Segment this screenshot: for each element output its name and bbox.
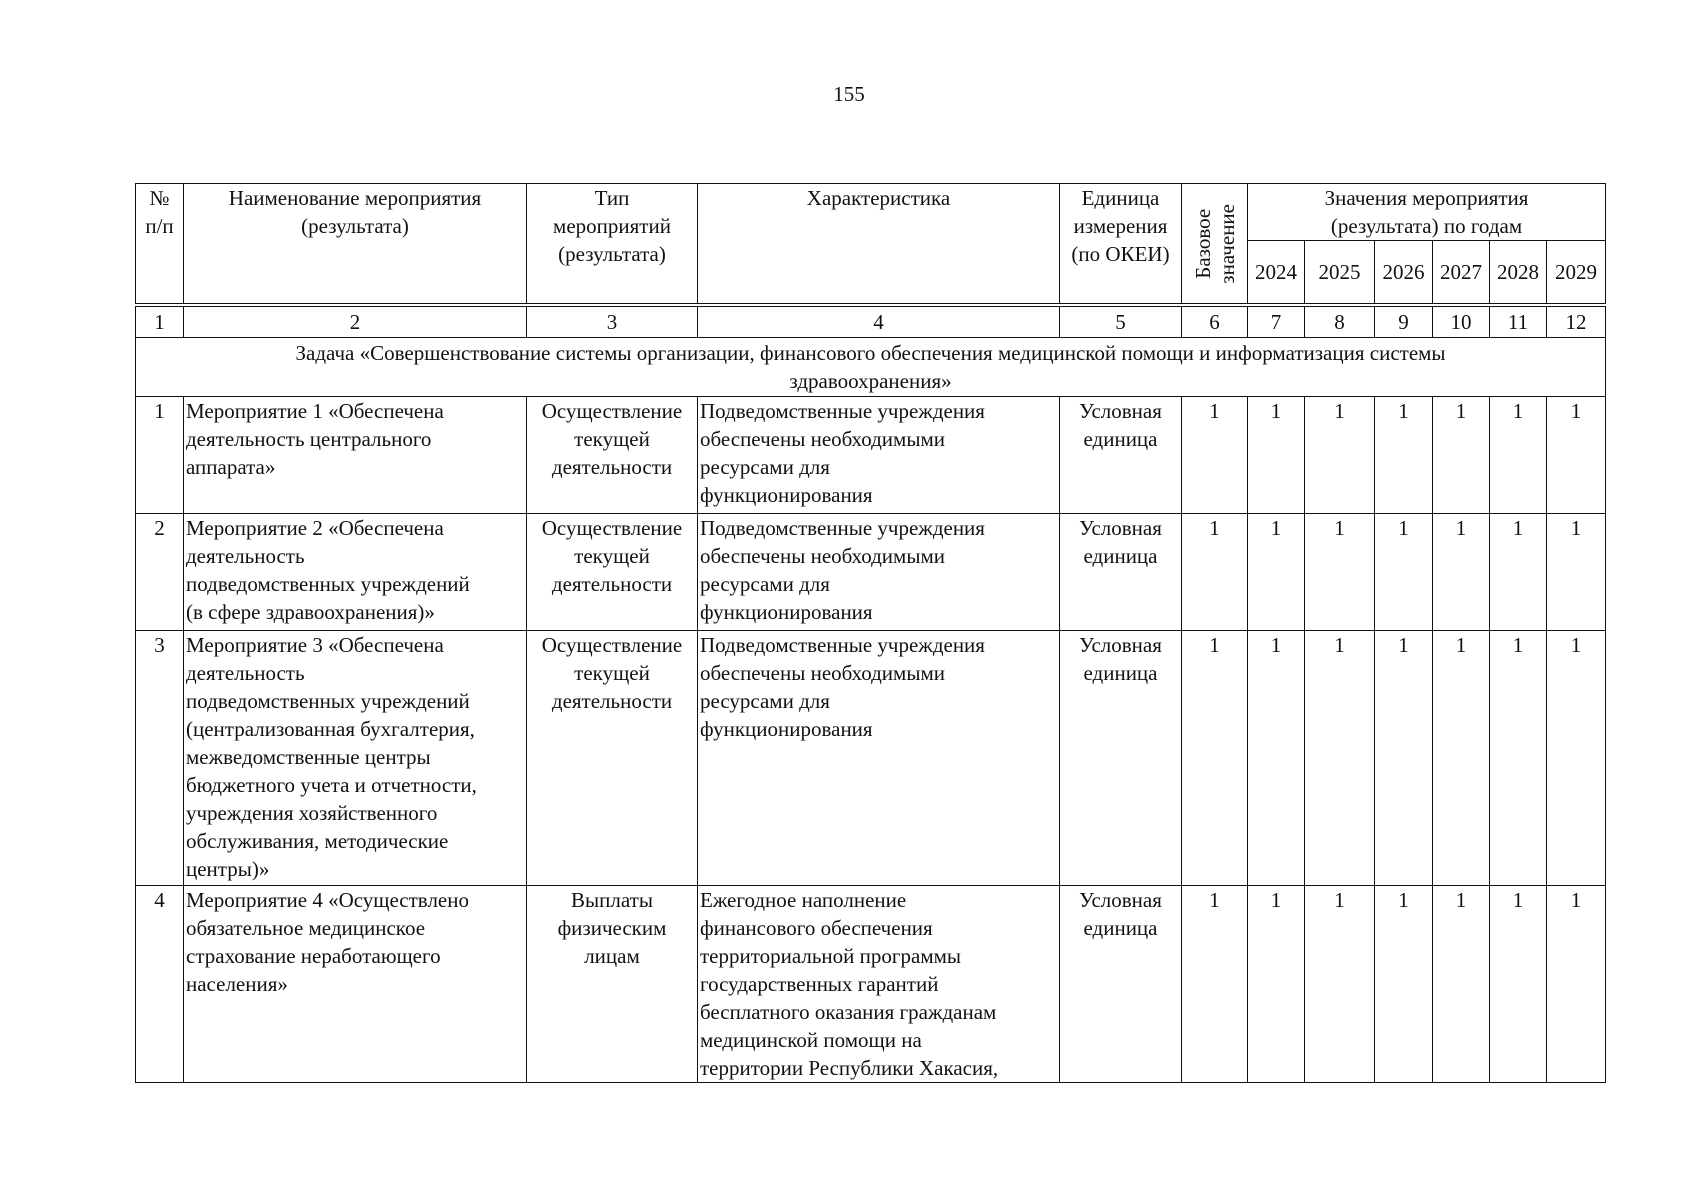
- row-value-2026: 1: [1375, 631, 1433, 886]
- row-value-2025: 1: [1305, 514, 1375, 631]
- header-year-2029: 2029: [1547, 241, 1606, 304]
- page-number: 155: [833, 82, 865, 106]
- col-number: 2: [184, 307, 527, 338]
- row-value-2027: 1: [1433, 886, 1490, 1083]
- col-number: 10: [1433, 307, 1490, 338]
- row-value-2029: 1: [1547, 631, 1606, 886]
- header-base-text: Базовое значение: [1190, 203, 1239, 284]
- header-type: Тип мероприятий (результата): [527, 184, 698, 304]
- row-characteristic: Ежегодное наполнение финансового обеспечения территориальной программы государственных гарантий бесплатного оказания гражданам медицинской помощи на территории Республики Хакасия,: [698, 886, 1060, 1083]
- table-row: [136, 886, 1606, 1083]
- row-base: 1: [1182, 514, 1248, 631]
- row-base: 1: [1182, 886, 1248, 1083]
- col-number: 8: [1305, 307, 1375, 338]
- row-value-2027: 1: [1433, 397, 1490, 514]
- header-num: № п/п: [136, 184, 184, 304]
- row-characteristic: Подведомственные учреждения обеспечены необходимыми ресурсами для функционирования: [698, 397, 1060, 514]
- row-num: 4: [136, 886, 184, 1083]
- row-unit: Условная единица: [1060, 514, 1182, 631]
- row-num: 2: [136, 514, 184, 631]
- row-value-2026: 1: [1375, 886, 1433, 1083]
- row-value-2025: 1: [1305, 631, 1375, 886]
- row-characteristic: Подведомственные учреждения обеспечены необходимыми ресурсами для функционирования: [698, 631, 1060, 886]
- row-value-2024: 1: [1248, 631, 1305, 886]
- row-value-2024: 1: [1248, 397, 1305, 514]
- row-unit: Условная единица: [1060, 397, 1182, 514]
- task-title: Задача «Совершенствование системы организации, финансового обеспечения медицинской помощи и информатизация системы здравоохранения»: [136, 338, 1606, 397]
- header-base: [1182, 184, 1248, 304]
- col-number: 6: [1182, 307, 1248, 338]
- row-name: Мероприятие 1 «Обеспечена деятельность центрального аппарата»: [184, 397, 527, 514]
- row-value-2024: 1: [1248, 886, 1305, 1083]
- row-type: Осуществление текущей деятельности: [527, 631, 698, 886]
- row-base: 1: [1182, 631, 1248, 886]
- column-number-row: [136, 307, 1606, 338]
- row-value-2029: 1: [1547, 397, 1606, 514]
- row-name: Мероприятие 4 «Осуществлено обязательное медицинское страхование неработающего населения»: [184, 886, 527, 1083]
- activities-table: [135, 183, 1606, 1083]
- header-characteristic: Характеристика: [698, 184, 1060, 304]
- row-value-2025: 1: [1305, 886, 1375, 1083]
- row-characteristic: Подведомственные учреждения обеспечены необходимыми ресурсами для функционирования: [698, 514, 1060, 631]
- row-unit: Условная единица: [1060, 631, 1182, 886]
- row-value-2025: 1: [1305, 397, 1375, 514]
- row-value-2026: 1: [1375, 514, 1433, 631]
- row-value-2029: 1: [1547, 514, 1606, 631]
- header-year-2028: 2028: [1490, 241, 1547, 304]
- col-number: 3: [527, 307, 698, 338]
- table-row: [136, 397, 1606, 514]
- table-row: [136, 514, 1606, 631]
- row-num: 1: [136, 397, 184, 514]
- col-number: 1: [136, 307, 184, 338]
- row-value-2026: 1: [1375, 397, 1433, 514]
- col-number: 4: [698, 307, 1060, 338]
- header-year-2025: 2025: [1305, 241, 1375, 304]
- row-type: Выплаты физическим лицам: [527, 886, 698, 1083]
- row-value-2028: 1: [1490, 631, 1547, 886]
- row-value-2029: 1: [1547, 886, 1606, 1083]
- row-value-2028: 1: [1490, 886, 1547, 1083]
- row-type: Осуществление текущей деятельности: [527, 397, 698, 514]
- row-value-2027: 1: [1433, 631, 1490, 886]
- col-number: 12: [1547, 307, 1606, 338]
- header-year-2026: 2026: [1375, 241, 1433, 304]
- header-name: Наименование мероприятия (результата): [184, 184, 527, 304]
- row-num: 3: [136, 631, 184, 886]
- row-value-2028: 1: [1490, 397, 1547, 514]
- header-year-2024: 2024: [1248, 241, 1305, 304]
- header-values-by-year: Значения мероприятия (результата) по годам: [1248, 184, 1606, 241]
- row-value-2024: 1: [1248, 514, 1305, 631]
- row-value-2028: 1: [1490, 514, 1547, 631]
- row-unit: Условная единица: [1060, 886, 1182, 1083]
- row-name: Мероприятие 2 «Обеспечена деятельность подведомственных учреждений (в сфере здравоохранения)»: [184, 514, 527, 631]
- col-number: 9: [1375, 307, 1433, 338]
- header-row: [136, 184, 1606, 241]
- col-number: 7: [1248, 307, 1305, 338]
- task-row: [136, 338, 1606, 397]
- col-number: 11: [1490, 307, 1547, 338]
- row-base: 1: [1182, 397, 1248, 514]
- row-type: Осуществление текущей деятельности: [527, 514, 698, 631]
- row-name: Мероприятие 3 «Обеспечена деятельность подведомственных учреждений (централизованная бухгалтерия, межведомственные центры бюджетного учета и отчетности, учреждения хозяйственного обслуживания, методические центры)»: [184, 631, 527, 886]
- row-value-2027: 1: [1433, 514, 1490, 631]
- col-number: 5: [1060, 307, 1182, 338]
- header-year-2027: 2027: [1433, 241, 1490, 304]
- header-unit: Единица измерения (по ОКЕИ): [1060, 184, 1182, 304]
- table-row: [136, 631, 1606, 886]
